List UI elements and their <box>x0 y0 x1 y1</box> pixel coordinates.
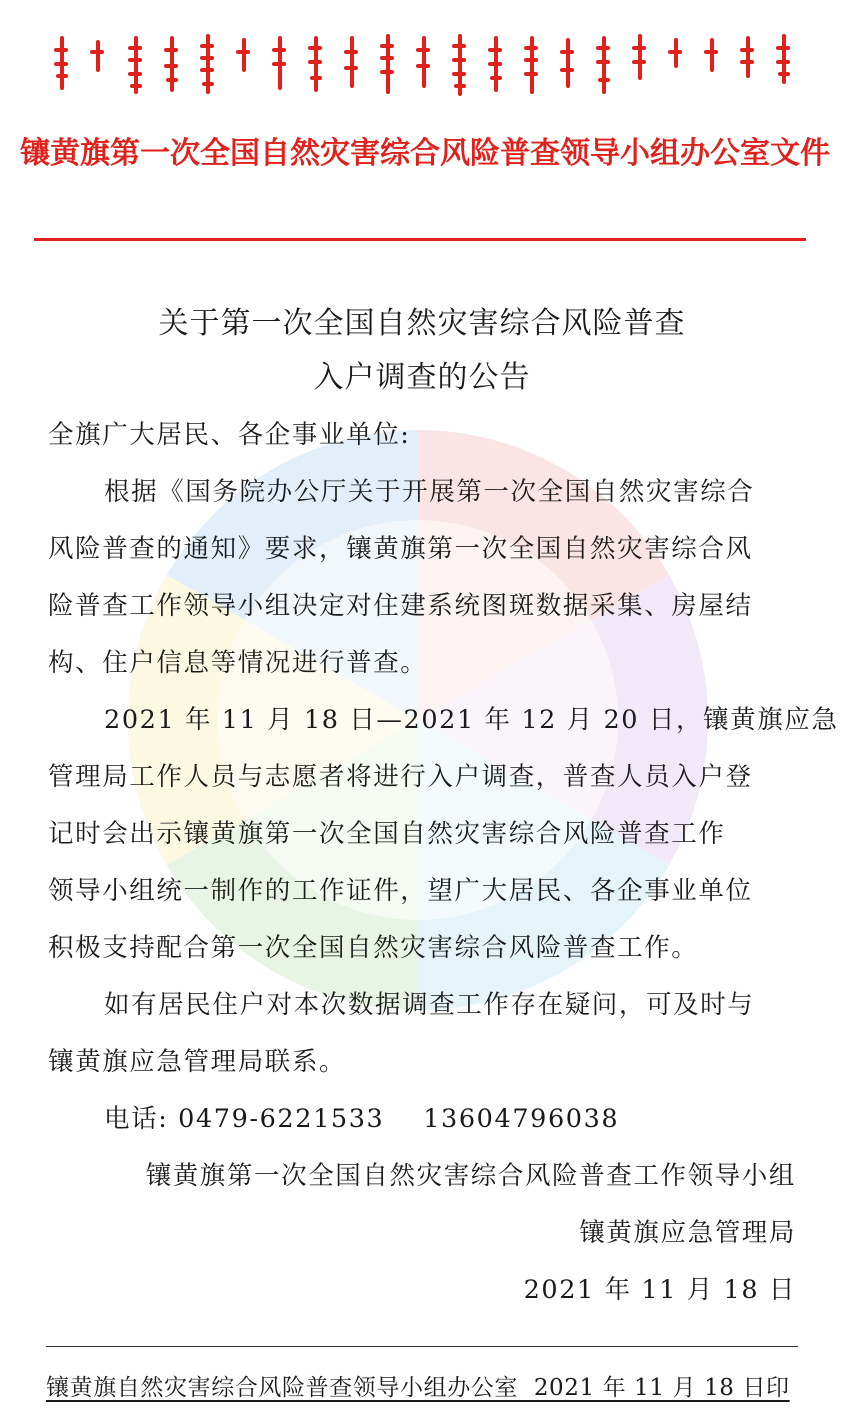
paragraph-1-line: 构、住户信息等情况进行普查。 <box>48 648 428 678</box>
paragraph-2-line: 领导小组统一制作的工作证件，望广大居民、各企事业单位 <box>48 876 753 906</box>
signature-working-group: 镶黄旗第一次全国自然灾害综合风险普查工作领导小组 <box>145 1161 796 1191</box>
footer-divider <box>46 1346 798 1347</box>
signature-emergency-bureau: 镶黄旗应急管理局 <box>579 1218 796 1248</box>
phone-numbers: 电话: 0479-6221533 13604796038 <box>104 1104 620 1134</box>
print-footer: 镶黄旗自然灾害综合风险普查领导小组办公室 2021 年 11 月 18 日印 <box>46 1375 790 1401</box>
notice-title-line2: 入户调查的公告 <box>313 360 531 395</box>
paragraph-2-line: 2021 年 11 月 18 日—2021 年 12 月 20 日，镶黄旗应急 <box>104 705 839 735</box>
issuer-title: 镶黄旗第一次全国自然灾害综合风险普查领导小组办公室文件 <box>20 136 830 171</box>
paragraph-3-line: 如有居民住户对本次数据调查工作存在疑问，可及时与 <box>104 990 755 1020</box>
paragraph-1-line: 风险普查的通知》要求，镶黄旗第一次全国自然灾害综合风 <box>48 534 753 564</box>
paragraph-1-line: 险普查工作领导小组决定对住建系统图斑数据采集、房屋结 <box>48 591 753 621</box>
notice-title-line1: 关于第一次全国自然灾害综合风险普查 <box>158 306 686 341</box>
red-divider <box>34 238 806 241</box>
mongolian-script-header <box>40 30 810 100</box>
paragraph-3-line: 镶黄旗应急管理局联系。 <box>48 1047 347 1077</box>
paragraph-2-line: 积极支持配合第一次全国自然灾害综合风险普查工作。 <box>48 933 699 963</box>
notice-date: 2021 年 11 月 18 日 <box>523 1275 796 1305</box>
paragraph-2-line: 记时会出示镶黄旗第一次全国自然灾害综合风险普查工作 <box>48 819 726 849</box>
salutation: 全旗广大居民、各企事业单位: <box>48 420 411 450</box>
paragraph-2-line: 管理局工作人员与志愿者将进行入户调查，普查人员入户登 <box>48 762 753 792</box>
paragraph-1-line: 根据《国务院办公厅关于开展第一次全国自然灾害综合 <box>104 477 755 507</box>
